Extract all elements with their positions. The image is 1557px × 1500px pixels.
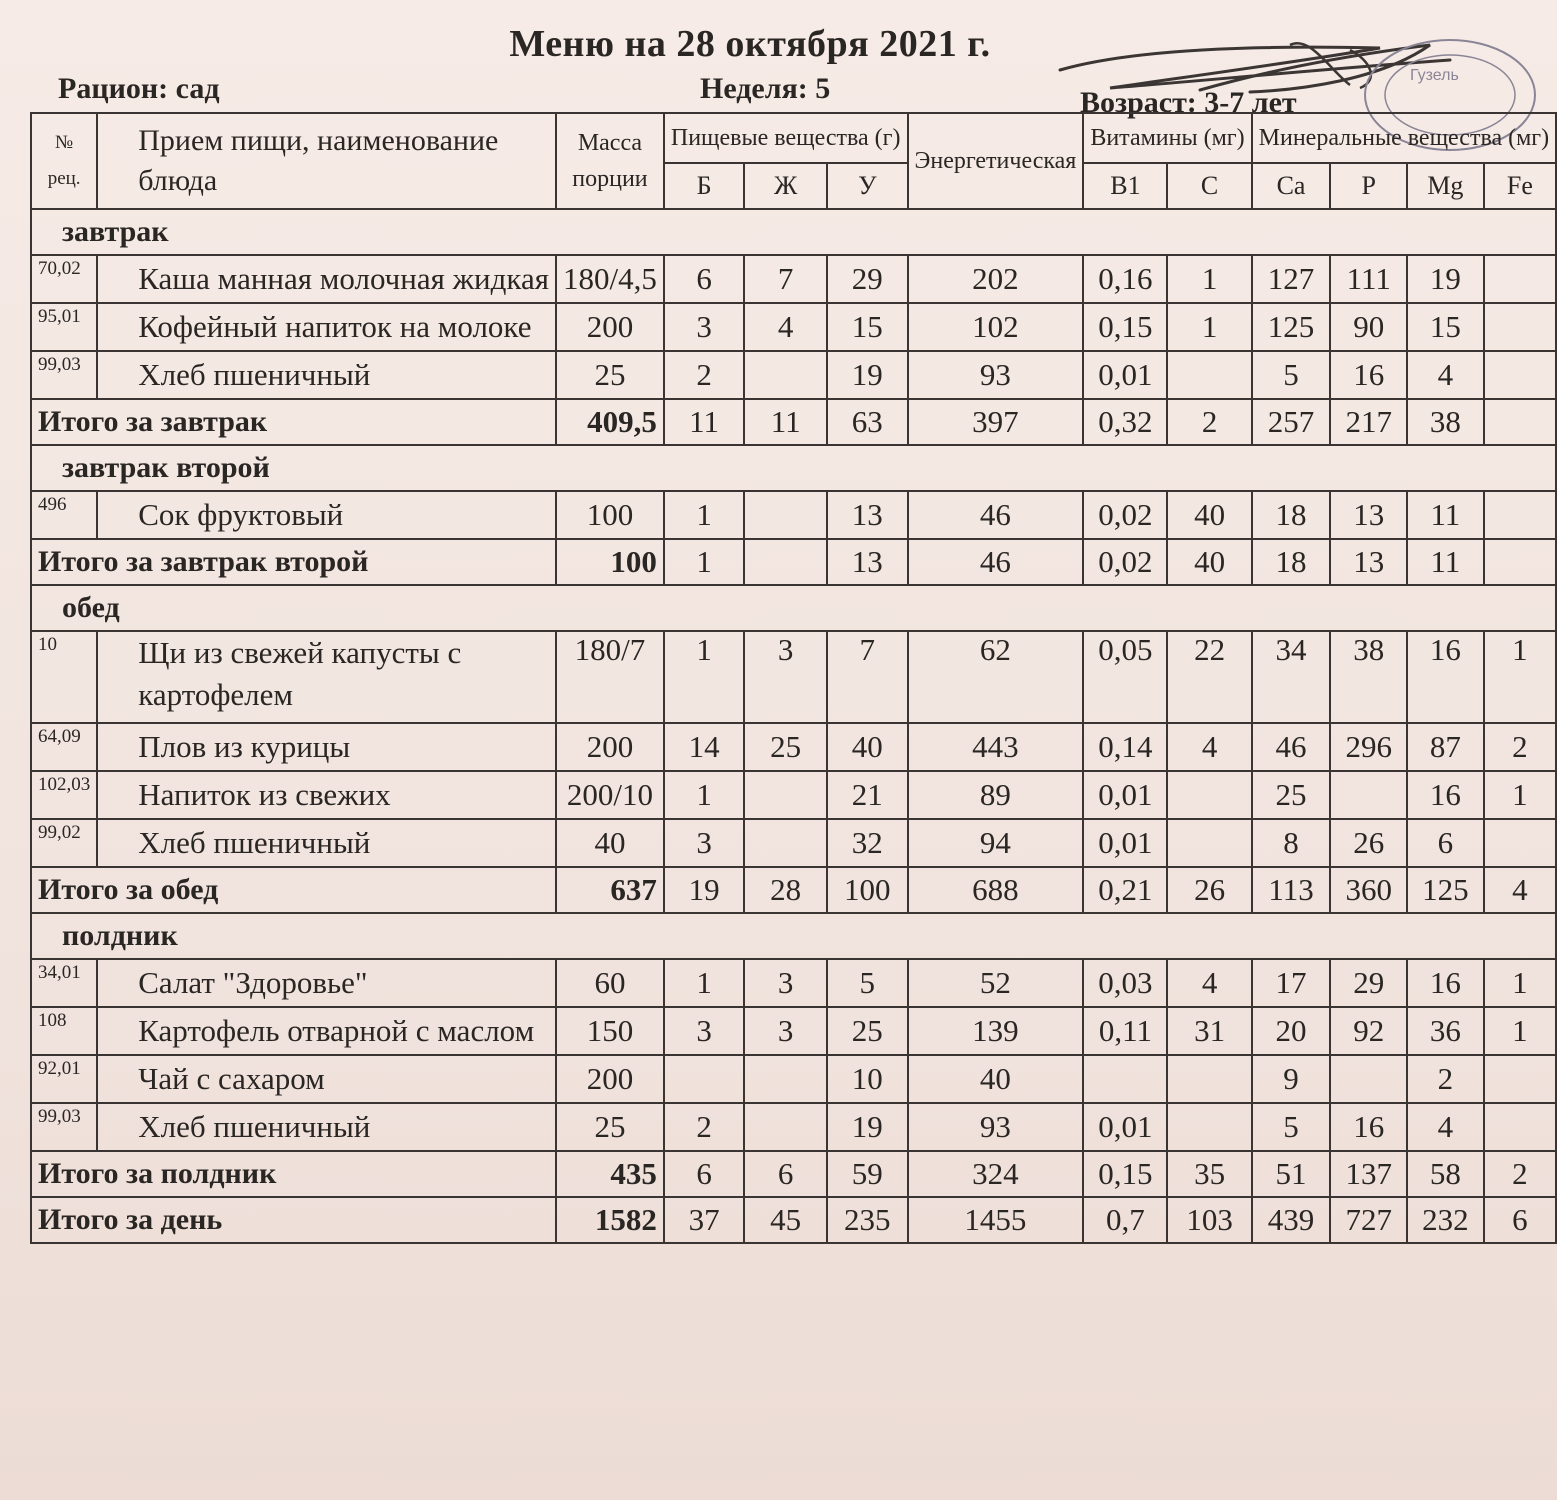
- value-p: 16: [1330, 1103, 1407, 1151]
- total-energy: 46: [908, 539, 1084, 585]
- value-mg: 11: [1407, 491, 1484, 539]
- dish-name: Салат "Здоровье": [97, 959, 556, 1007]
- total-b1: 0,7: [1083, 1197, 1167, 1243]
- value-zh: 3: [744, 1007, 827, 1055]
- value-b: 1: [664, 491, 744, 539]
- total-ca: 51: [1252, 1151, 1331, 1197]
- value-p: 92: [1330, 1007, 1407, 1055]
- total-energy: 688: [908, 867, 1084, 913]
- day-total-row: [31, 1197, 1556, 1243]
- ration-label: Рацион: сад: [58, 72, 220, 105]
- value-b1: 0,01: [1083, 1103, 1167, 1151]
- col-p: P: [1330, 163, 1407, 209]
- section-title: завтрак второй: [31, 445, 1556, 491]
- value-fe: [1484, 351, 1556, 399]
- total-u: 13: [827, 539, 907, 585]
- table-row: [31, 819, 1556, 867]
- value-energy: 62: [908, 631, 1084, 723]
- total-label: Итого за завтрак второй: [31, 539, 556, 585]
- table-row: [31, 959, 1556, 1007]
- dish-name: Хлеб пшеничный: [97, 351, 556, 399]
- value-zh: [744, 819, 827, 867]
- section-row: [31, 209, 1556, 255]
- total-b1: 0,32: [1083, 399, 1167, 445]
- value-c: [1167, 1103, 1251, 1151]
- value-u: 5: [827, 959, 907, 1007]
- total-fe: 6: [1484, 1197, 1556, 1243]
- value-fe: 1: [1484, 959, 1556, 1007]
- total-mg: 38: [1407, 399, 1484, 445]
- value-zh: 4: [744, 303, 827, 351]
- dish-name: Чай с сахаром: [97, 1055, 556, 1103]
- total-u: 100: [827, 867, 907, 913]
- value-u: 19: [827, 351, 907, 399]
- section-row: [31, 913, 1556, 959]
- value-b: [664, 1055, 744, 1103]
- value-mg: 15: [1407, 303, 1484, 351]
- value-b: 14: [664, 723, 744, 771]
- value-b1: 0,01: [1083, 771, 1167, 819]
- dish-name: Хлеб пшеничный: [97, 1103, 556, 1151]
- value-ca: 9: [1252, 1055, 1331, 1103]
- value-p: 26: [1330, 819, 1407, 867]
- value-ca: 20: [1252, 1007, 1331, 1055]
- menu-table: [30, 112, 1557, 1244]
- col-ca: Ca: [1252, 163, 1331, 209]
- total-mass: 409,5: [556, 399, 664, 445]
- value-ca: 125: [1252, 303, 1331, 351]
- stamp-text: Гузель: [1410, 67, 1459, 84]
- value-u: 7: [827, 631, 907, 723]
- total-p: 137: [1330, 1151, 1407, 1197]
- value-fe: [1484, 255, 1556, 303]
- total-zh: [744, 539, 827, 585]
- total-zh: 28: [744, 867, 827, 913]
- value-b1: 0,03: [1083, 959, 1167, 1007]
- value-ca: 18: [1252, 491, 1331, 539]
- total-mg: 125: [1407, 867, 1484, 913]
- value-zh: [744, 771, 827, 819]
- total-ca: 113: [1252, 867, 1331, 913]
- total-u: 59: [827, 1151, 907, 1197]
- total-c: 35: [1167, 1151, 1251, 1197]
- value-ca: 25: [1252, 771, 1331, 819]
- table-row: [31, 1007, 1556, 1055]
- value-mg: 2: [1407, 1055, 1484, 1103]
- section-row: [31, 585, 1556, 631]
- value-u: 25: [827, 1007, 907, 1055]
- total-b: 1: [664, 539, 744, 585]
- value-energy: 93: [908, 351, 1084, 399]
- value-fe: 1: [1484, 1007, 1556, 1055]
- col-c: C: [1167, 163, 1251, 209]
- value-b1: 0,01: [1083, 819, 1167, 867]
- dish-name: Напиток из свежих: [97, 771, 556, 819]
- table-row: [31, 631, 1556, 723]
- value-p: 29: [1330, 959, 1407, 1007]
- value-fe: [1484, 491, 1556, 539]
- value-b: 1: [664, 771, 744, 819]
- value-p: [1330, 1055, 1407, 1103]
- value-ca: 17: [1252, 959, 1331, 1007]
- col-protein: Б: [664, 163, 744, 209]
- dish-mass: 200: [556, 1055, 664, 1103]
- value-zh: 3: [744, 959, 827, 1007]
- dish-name: Щи из свежей капусты с картофелем: [97, 631, 556, 723]
- value-fe: 1: [1484, 631, 1556, 723]
- value-c: 22: [1167, 631, 1251, 723]
- section-total-row: [31, 1151, 1556, 1197]
- dish-mass: 60: [556, 959, 664, 1007]
- table-row: [31, 1055, 1556, 1103]
- value-b: 1: [664, 959, 744, 1007]
- total-p: 217: [1330, 399, 1407, 445]
- table-row: [31, 771, 1556, 819]
- dish-name: Хлеб пшеничный: [97, 819, 556, 867]
- value-b1: 0,01: [1083, 351, 1167, 399]
- section-title: завтрак: [31, 209, 1556, 255]
- value-energy: 443: [908, 723, 1084, 771]
- value-mg: 19: [1407, 255, 1484, 303]
- total-zh: 11: [744, 399, 827, 445]
- total-label: Итого за полдник: [31, 1151, 556, 1197]
- value-c: [1167, 351, 1251, 399]
- dish-mass: 40: [556, 819, 664, 867]
- recipe-number: 95,01: [31, 303, 97, 351]
- value-p: 38: [1330, 631, 1407, 723]
- recipe-number: 34,01: [31, 959, 97, 1007]
- dish-name: Сок фруктовый: [97, 491, 556, 539]
- value-zh: 7: [744, 255, 827, 303]
- page-title: Меню на 28 октября 2021 г.: [509, 23, 991, 65]
- section-row: [31, 445, 1556, 491]
- value-fe: [1484, 1103, 1556, 1151]
- total-fe: 4: [1484, 867, 1556, 913]
- value-c: [1167, 1055, 1251, 1103]
- dish-name: Картофель отварной с маслом: [97, 1007, 556, 1055]
- table-row: [31, 723, 1556, 771]
- value-zh: [744, 1055, 827, 1103]
- total-zh: 6: [744, 1151, 827, 1197]
- value-u: 32: [827, 819, 907, 867]
- value-b: 2: [664, 1103, 744, 1151]
- value-energy: 93: [908, 1103, 1084, 1151]
- total-ca: 18: [1252, 539, 1331, 585]
- dish-mass: 100: [556, 491, 664, 539]
- total-label: Итого за завтрак: [31, 399, 556, 445]
- value-ca: 5: [1252, 1103, 1331, 1151]
- col-energy: Энергетическая: [908, 113, 1084, 209]
- col-fat: Ж: [744, 163, 827, 209]
- dish-mass: 200/10: [556, 771, 664, 819]
- col-mass: Масса порции: [556, 113, 664, 209]
- total-mass: 1582: [556, 1197, 664, 1243]
- value-c: 4: [1167, 959, 1251, 1007]
- total-b1: 0,15: [1083, 1151, 1167, 1197]
- dish-name: Плов из курицы: [97, 723, 556, 771]
- value-ca: 127: [1252, 255, 1331, 303]
- col-mg: Mg: [1407, 163, 1484, 209]
- value-zh: [744, 491, 827, 539]
- value-energy: 139: [908, 1007, 1084, 1055]
- table-row: [31, 1103, 1556, 1151]
- total-p: 360: [1330, 867, 1407, 913]
- value-c: 1: [1167, 303, 1251, 351]
- value-zh: [744, 351, 827, 399]
- value-mg: 16: [1407, 959, 1484, 1007]
- age-label: Возраст: 3-7 лет: [1080, 86, 1297, 119]
- value-u: 19: [827, 1103, 907, 1151]
- recipe-number: 99,03: [31, 351, 97, 399]
- total-p: 13: [1330, 539, 1407, 585]
- dish-mass: 180/7: [556, 631, 664, 723]
- value-b: 2: [664, 351, 744, 399]
- section-title: обед: [31, 585, 1556, 631]
- total-b: 6: [664, 1151, 744, 1197]
- value-p: 13: [1330, 491, 1407, 539]
- week-label: Неделя: 5: [700, 72, 831, 105]
- value-fe: [1484, 303, 1556, 351]
- value-mg: 16: [1407, 631, 1484, 723]
- total-b1: 0,21: [1083, 867, 1167, 913]
- total-energy: 1455: [908, 1197, 1084, 1243]
- total-b: 37: [664, 1197, 744, 1243]
- value-c: 40: [1167, 491, 1251, 539]
- section-total-row: [31, 867, 1556, 913]
- dish-mass: 200: [556, 303, 664, 351]
- total-fe: [1484, 399, 1556, 445]
- col-minerals-group: Минеральные вещества (мг): [1252, 113, 1556, 163]
- total-mg: 232: [1407, 1197, 1484, 1243]
- value-b: 3: [664, 303, 744, 351]
- value-energy: 94: [908, 819, 1084, 867]
- value-p: 90: [1330, 303, 1407, 351]
- value-mg: 6: [1407, 819, 1484, 867]
- total-fe: [1484, 539, 1556, 585]
- value-b: 1: [664, 631, 744, 723]
- total-mass: 435: [556, 1151, 664, 1197]
- value-b1: 0,16: [1083, 255, 1167, 303]
- total-mg: 11: [1407, 539, 1484, 585]
- section-title: полдник: [31, 913, 1556, 959]
- total-c: 103: [1167, 1197, 1251, 1243]
- value-mg: 36: [1407, 1007, 1484, 1055]
- total-label: Итого за день: [31, 1197, 556, 1243]
- dish-mass: 180/4,5: [556, 255, 664, 303]
- total-b: 11: [664, 399, 744, 445]
- total-energy: 397: [908, 399, 1084, 445]
- value-b1: 0,02: [1083, 491, 1167, 539]
- value-b1: 0,14: [1083, 723, 1167, 771]
- table-header-row: [31, 113, 1556, 163]
- recipe-number: 496: [31, 491, 97, 539]
- value-b1: 0,15: [1083, 303, 1167, 351]
- value-p: 111: [1330, 255, 1407, 303]
- value-c: 1: [1167, 255, 1251, 303]
- table-row: [31, 491, 1556, 539]
- recipe-number: 10: [31, 631, 97, 723]
- value-u: 15: [827, 303, 907, 351]
- recipe-number: 102,03: [31, 771, 97, 819]
- value-p: 16: [1330, 351, 1407, 399]
- section-total-row: [31, 539, 1556, 585]
- table-row: [31, 255, 1556, 303]
- value-c: [1167, 771, 1251, 819]
- dish-mass: 150: [556, 1007, 664, 1055]
- value-ca: 46: [1252, 723, 1331, 771]
- value-zh: 25: [744, 723, 827, 771]
- value-ca: 5: [1252, 351, 1331, 399]
- col-recipe-no: № рец.: [31, 113, 97, 209]
- value-fe: 1: [1484, 771, 1556, 819]
- total-fe: 2: [1484, 1151, 1556, 1197]
- value-p: 296: [1330, 723, 1407, 771]
- value-ca: 34: [1252, 631, 1331, 723]
- total-zh: 45: [744, 1197, 827, 1243]
- value-b: 3: [664, 1007, 744, 1055]
- value-ca: 8: [1252, 819, 1331, 867]
- table-row: [31, 303, 1556, 351]
- value-u: 29: [827, 255, 907, 303]
- col-nutrients-group: Пищевые вещества (г): [664, 113, 908, 163]
- col-fe: Fe: [1484, 163, 1556, 209]
- value-u: 10: [827, 1055, 907, 1103]
- value-zh: [744, 1103, 827, 1151]
- value-p: [1330, 771, 1407, 819]
- recipe-number: 70,02: [31, 255, 97, 303]
- value-mg: 4: [1407, 1103, 1484, 1151]
- value-energy: 40: [908, 1055, 1084, 1103]
- value-energy: 46: [908, 491, 1084, 539]
- total-u: 235: [827, 1197, 907, 1243]
- value-fe: 2: [1484, 723, 1556, 771]
- total-label: Итого за обед: [31, 867, 556, 913]
- recipe-number: 92,01: [31, 1055, 97, 1103]
- value-u: 13: [827, 491, 907, 539]
- dish-mass: 25: [556, 351, 664, 399]
- value-c: 31: [1167, 1007, 1251, 1055]
- value-zh: 3: [744, 631, 827, 723]
- col-carbs: У: [827, 163, 907, 209]
- col-vitamins-group: Витамины (мг): [1083, 113, 1251, 163]
- table-row: [31, 351, 1556, 399]
- value-energy: 89: [908, 771, 1084, 819]
- value-fe: [1484, 819, 1556, 867]
- total-ca: 439: [1252, 1197, 1331, 1243]
- value-u: 40: [827, 723, 907, 771]
- dish-name: Кофейный напиток на молоке: [97, 303, 556, 351]
- value-b1: 0,05: [1083, 631, 1167, 723]
- value-u: 21: [827, 771, 907, 819]
- recipe-number: 99,02: [31, 819, 97, 867]
- value-mg: 87: [1407, 723, 1484, 771]
- total-c: 40: [1167, 539, 1251, 585]
- total-mg: 58: [1407, 1151, 1484, 1197]
- total-ca: 257: [1252, 399, 1331, 445]
- total-b1: 0,02: [1083, 539, 1167, 585]
- total-energy: 324: [908, 1151, 1084, 1197]
- col-b1: B1: [1083, 163, 1167, 209]
- total-b: 19: [664, 867, 744, 913]
- dish-mass: 25: [556, 1103, 664, 1151]
- dish-name: Каша манная молочная жидкая: [97, 255, 556, 303]
- total-mass: 100: [556, 539, 664, 585]
- value-c: [1167, 819, 1251, 867]
- value-b1: 0,11: [1083, 1007, 1167, 1055]
- col-dish: Прием пищи, наименование блюда: [97, 113, 556, 209]
- total-u: 63: [827, 399, 907, 445]
- recipe-number: 64,09: [31, 723, 97, 771]
- value-energy: 52: [908, 959, 1084, 1007]
- value-energy: 102: [908, 303, 1084, 351]
- value-mg: 4: [1407, 351, 1484, 399]
- recipe-number: 99,03: [31, 1103, 97, 1151]
- value-b: 3: [664, 819, 744, 867]
- value-b1: [1083, 1055, 1167, 1103]
- recipe-number: 108: [31, 1007, 97, 1055]
- value-mg: 16: [1407, 771, 1484, 819]
- value-fe: [1484, 1055, 1556, 1103]
- value-c: 4: [1167, 723, 1251, 771]
- value-energy: 202: [908, 255, 1084, 303]
- value-b: 6: [664, 255, 744, 303]
- section-total-row: [31, 399, 1556, 445]
- total-p: 727: [1330, 1197, 1407, 1243]
- total-c: 2: [1167, 399, 1251, 445]
- total-c: 26: [1167, 867, 1251, 913]
- total-mass: 637: [556, 867, 664, 913]
- dish-mass: 200: [556, 723, 664, 771]
